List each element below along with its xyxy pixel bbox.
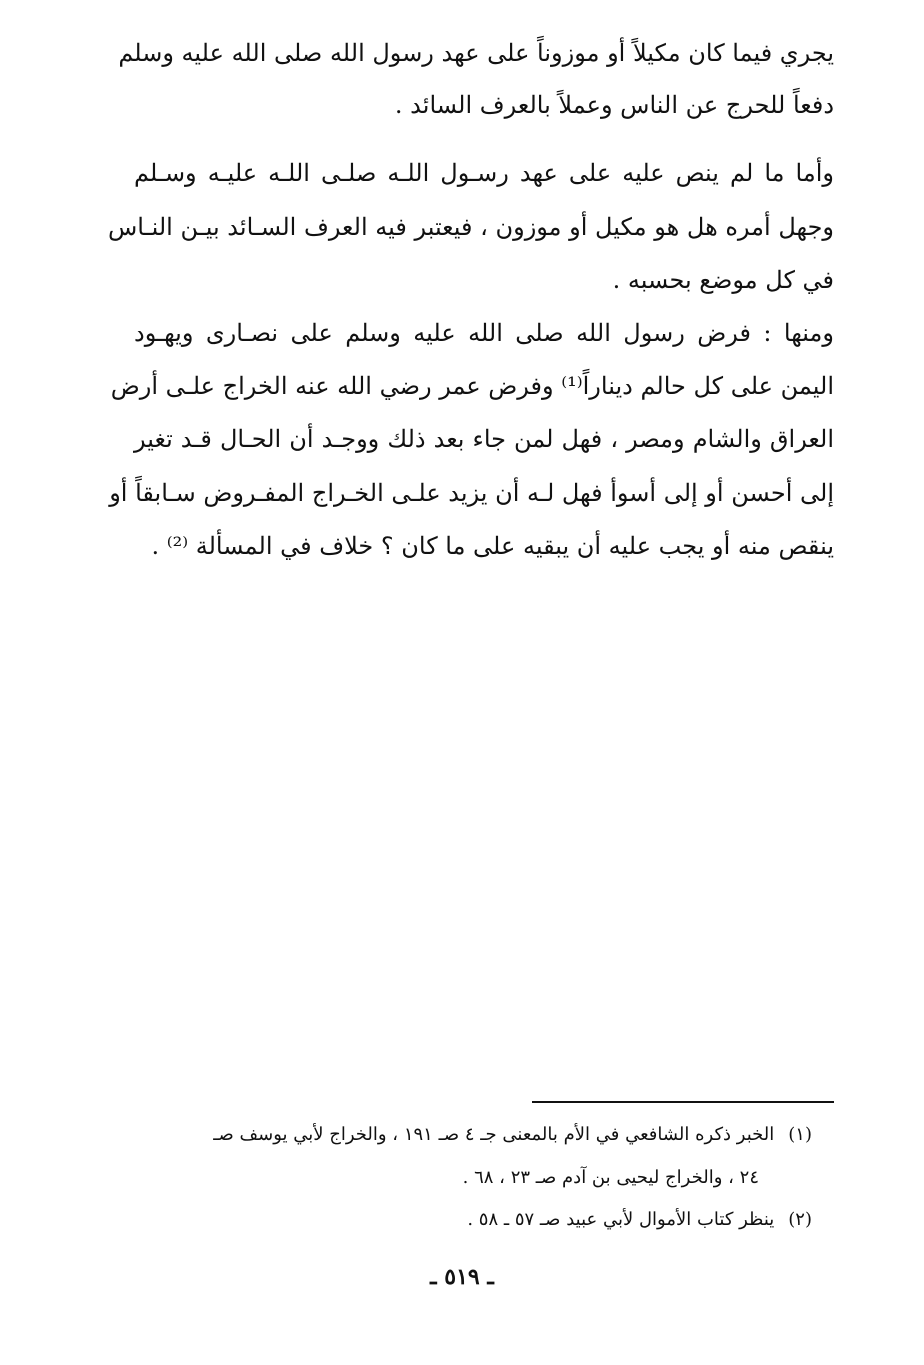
footnote-2-number: (٢) [788,1209,812,1230]
paragraph-3-line-5: ينقص منه أو يجب عليه أن يبقيه على ما كان ؟ خلاف في المسألة ⁽²⁾ . [151,532,834,560]
page-number: ـ ٥١٩ ـ [430,1264,494,1290]
paragraph-3-line-3: العراق والشام ومصر ، فهل لمن جاء بعد ذلك ووجـد أن الحـال قـد تغير [134,425,834,453]
paragraph-2-line-1: وأما ما لم ينص عليه على عهد رسـول اللـه صلـى اللـه عليـه وسـلم [134,159,834,187]
paragraph-2-line-3: في كل موضع بحسبه . [612,266,834,294]
paragraph-3-line-2: اليمن على كل حالم ديناراً⁽¹⁾ وفرض عمر رضي الله عنه الخراج علـى أرض [110,372,834,400]
paragraph-1-line-1: يجري فيما كان مكيلاً أو موزوناً على عهد رسول الله صلى الله عليه وسلم [118,39,834,67]
footnote-1-line-1 [213,1123,812,1147]
footnote-1-number: (١) [788,1124,812,1145]
paragraph-3-line-4: إلى أحسن أو إلى أسوأ فهل لـه أن يزيد علـى الخـراج المفـروض سـابقاً أو [109,479,834,507]
footnote-2-line-1 [467,1208,812,1232]
paragraph-1-line-2: دفعاً للحرج عن الناس وعملاً بالعرف السائد . [394,91,834,119]
footnote-2-text-line-1: ينظر كتاب الأموال لأبي عبيد صـ ٥٧ ـ ٥٨ . [467,1209,775,1230]
footnote-1-line-2: ٢٤ ، والخراج ليحيى بن آدم صـ ٢٣ ، ٦٨ . [462,1167,759,1188]
paragraph-3-line-1: ومنها : فرض رسول الله صلى الله عليه وسلم على نصـارى ويهـود [134,319,834,347]
footnote-1-text-line-1: الخبر ذكره الشافعي في الأم بالمعنى جـ ٤ صـ ١٩١ ، والخراج لأبي يوسف صـ [213,1124,775,1145]
footnote-separator [532,1101,834,1103]
paragraph-2-line-2: وجهل أمره هل هو مكيل أو موزون ، فيعتبر فيه العرف السـائد بيـن النـاس [107,213,834,241]
